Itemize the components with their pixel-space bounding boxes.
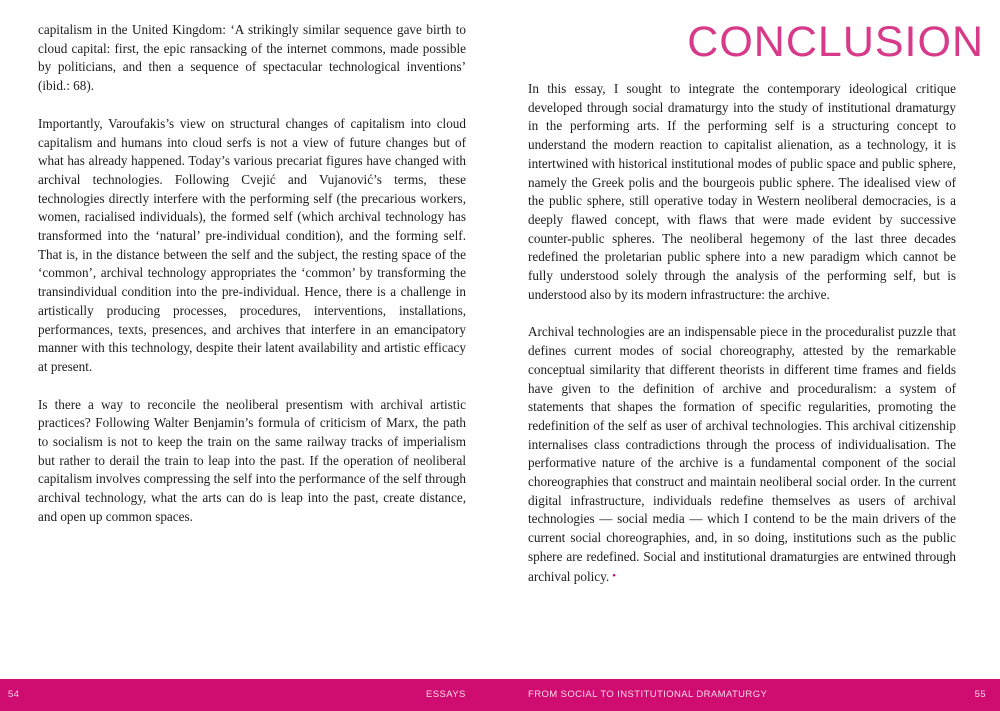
body-paragraph: Is there a way to reconcile the neoliberal presentism with archival artistic practices? Following Walter Benjamin’s formula of criticism of Marx, the path to socialism is not to keep the train on the same railway tracks of imperialism but rather to derail the train to leap into the past. If the operation of neoliberal capitalism involves compressing the self into the performance of the self through archival technology, what the arts can do is leap into the past, create distance, and open up common spaces. — [38, 396, 466, 524]
section-title: CONCLUSION — [687, 18, 984, 66]
left-page — [0, 0, 500, 679]
left-text-column — [38, 21, 466, 546]
body-paragraph-last — [528, 323, 956, 586]
right-page — [500, 0, 1000, 679]
section-label: ESSAYS — [426, 689, 466, 700]
paragraph-text: Archival technologies are an indispensable piece in the proceduralist puzzle that defines current modes of social choreography, attested by the remarkable conceptual similarity that different theorists in different time frames and fields have given to the definition of archive and proceduralism: a system of statements that shapes the formation of specific regularities, promoting the redefinition of the self as user of archival technologies. This archival citizenship internalises class contradictions through the process of individualisation. The performative nature of the archive is a fundamental component of the social choreographies that construct and maintain neoliberal social order. In the current digital infrastructure, individuals redefine themselves as users of archival technologies — social media — which I contend to be the main drivers of the current social choreographies, and, in so doing, institutions such as the public sphere are redefined. Social and institutional dramaturgies are entwined through archival policy. — [528, 324, 956, 584]
footer-bar — [0, 679, 1000, 711]
body-paragraph: capitalism in the United Kingdom: ‘A strikingly similar sequence gave birth to cloud capital: first, the epic ransacking of the internet commons, made possible by politicians, and then a sequence of spectacular technological inventions’ (ibid.: 68). — [38, 22, 466, 94]
running-title: FROM SOCIAL TO INSTITUTIONAL DRAMATURGY — [528, 689, 768, 700]
left-page-number: 54 — [8, 689, 20, 700]
right-page-number: 55 — [974, 689, 986, 700]
end-of-article-mark: • — [612, 569, 617, 582]
body-paragraph: Importantly, Varoufakis’s view on structural changes of capitalism into cloud capitalism and humans into cloud serfs is not a view of future changes but of what has already happened. Today’s various precariat figures have changed with archival technologies. Following Cvejić and Vujanović’s terms, these technologies directly interfere with the performing self (the precarious workers, women, racialised individuals), the formed self (which archival technology has transformed into the ‘natural’ pre-individual condition), and the forming self. That is, in the distance between the self and the subject, the resting space of the ‘common’, archival technology appropriates the ‘common’ by transforming the transindividual condition into the pre-individual. Hence, there is a challenge in artistically producing processes, procedures, interventions, installations, performances, texts, presences, and archives that interfere in an emancipatory manner with this technology, despite their latent availability and artistic efficacy at present. — [38, 115, 466, 374]
right-text-column — [528, 80, 956, 605]
body-paragraph: In this essay, I sought to integrate the contemporary ideological critique developed through social dramaturgy into the study of institutional dramaturgy in the performing arts. If the performing self is a structuring concept to understand the modern reaction to capitalist alienation, as a technology, it is intertwined with historical institutional modes of public space and public sphere, namely the Greek polis and the bourgeois public sphere. The idealised view of the public sphere, still operative today in Western neoliberal democracies, is a deeply flawed concept, with flaws that were made evident by successive counter-public spheres. The neoliberal hegemony of the last three decades redefined the proletarian public sphere into a new paradigm which cannot be fully understood solely through the analysis of the performing self, but is understood also by its modern infrastructure: the archive. — [528, 81, 956, 302]
